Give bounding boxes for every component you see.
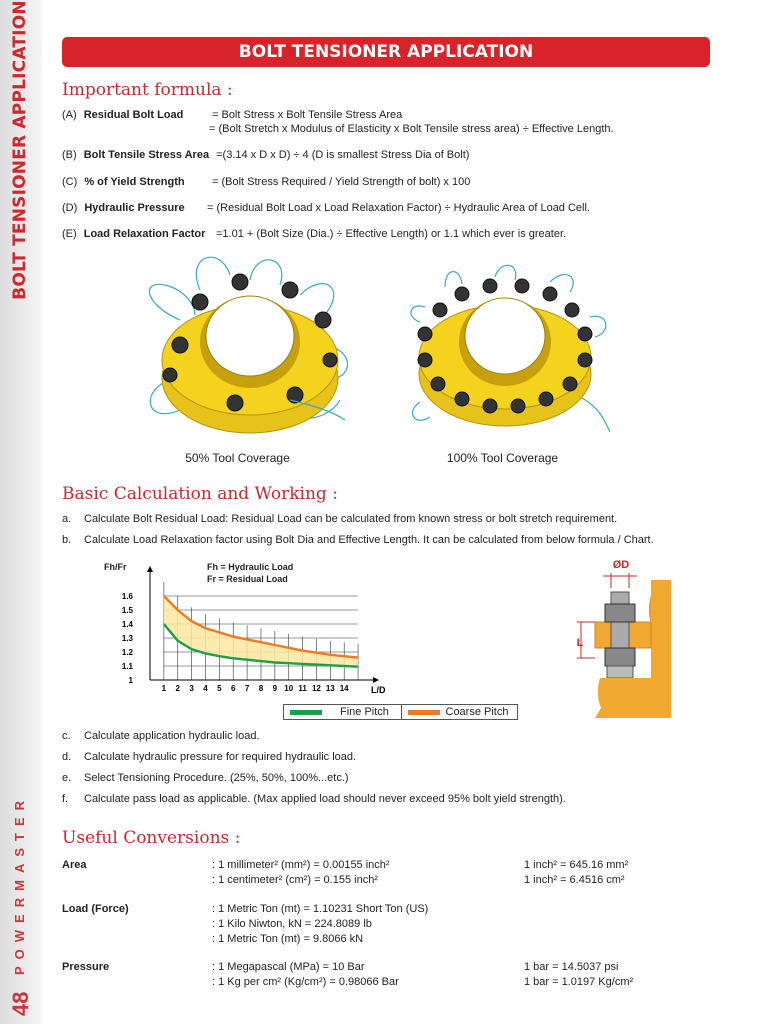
conv-line-right: 1 bar = 1.0197 Kg/cm² xyxy=(524,976,634,988)
step-letter: e. xyxy=(62,772,72,784)
page-number: 48 xyxy=(8,991,33,1016)
conversions-heading: Useful Conversions : xyxy=(62,828,241,848)
chart-definition-fh: Fh = Hydraulic Load xyxy=(207,562,294,572)
y-tick-label: 1.6 xyxy=(121,592,133,601)
x-tick-label: 4 xyxy=(203,684,208,693)
flange-100-coverage-illustration xyxy=(400,262,615,447)
legend-swatch xyxy=(408,710,440,715)
conv-line: : 1 Kilo Niwton, kN = 224.8089 lb xyxy=(212,918,372,930)
chart-legend xyxy=(283,704,518,720)
conv-line: : 1 Megapascal (MPa) = 10 Bar xyxy=(212,961,365,973)
step-text: Calculate pass load as applicable. (Max applied load should never exceed 95% bolt yield strength). xyxy=(84,793,566,805)
formula-letter: (A) xyxy=(62,109,77,121)
page-title: BOLT TENSIONER APPLICATION xyxy=(62,37,710,67)
y-tick-label: 1 xyxy=(128,676,133,685)
legend-swatch xyxy=(290,710,322,715)
y-tick-label: 1.1 xyxy=(121,662,133,671)
step-text: Select Tensioning Procedure. (25%, 50%, 100%...etc.) xyxy=(84,772,349,784)
y-tick-label: 1.2 xyxy=(121,648,133,657)
formula-d-expr: = (Residual Bolt Load x Load Relaxation Factor) ÷ Hydraulic Area of Load Cell. xyxy=(207,202,590,214)
step-letter: f. xyxy=(62,793,69,805)
x-tick-label: 5 xyxy=(217,684,222,693)
x-tick-label: 1 xyxy=(161,684,167,693)
conv-line: : 1 centimeter² (cm²) = 0.155 inch² xyxy=(212,874,378,886)
conv-label-area: Area xyxy=(62,859,87,871)
y-tick-label: 1.4 xyxy=(121,620,133,629)
formula-d xyxy=(62,202,185,214)
x-tick-label: 13 xyxy=(325,684,335,693)
y-tick-label: 1.5 xyxy=(121,606,133,615)
formula-term: Hydraulic Pressure xyxy=(84,202,185,214)
step-letter: c. xyxy=(62,730,71,742)
x-tick-label: 10 xyxy=(284,684,294,693)
load-relaxation-chart xyxy=(100,560,400,700)
step-b xyxy=(62,534,654,546)
side-brand: POWERMASTER xyxy=(12,794,27,975)
chart-xlabel: L/D xyxy=(371,685,386,695)
formula-a-line1: = Bolt Stress x Bolt Tensile Stress Area xyxy=(212,109,403,121)
formula-e xyxy=(62,228,205,240)
chart-ylabel: Fh/Fr xyxy=(104,562,127,572)
step-c xyxy=(62,730,260,742)
step-letter: a. xyxy=(62,513,72,525)
caption-100-coverage: 100% Tool Coverage xyxy=(446,451,559,465)
flange-50-coverage-illustration xyxy=(140,250,360,445)
chart-definition-fr: Fr = Residual Load xyxy=(207,574,288,584)
step-text: Calculate application hydraulic load. xyxy=(84,730,260,742)
side-title: BOLT TENSIONER APPLICATION xyxy=(10,0,30,300)
step-text: Calculate Load Relaxation factor using Bolt Dia and Effective Length. It can be calculated from below formula / Chart. xyxy=(84,534,654,546)
formula-e-expr: =1.01 + (Bolt Size (Dia.) ÷ Effective Length) or 1.1 which ever is greater. xyxy=(216,228,567,240)
conv-label-load: Load (Force) xyxy=(62,903,129,915)
step-text: Calculate Bolt Residual Load: Residual Load can be calculated from known stress or bolt stretch requirement. xyxy=(84,513,618,525)
calc-heading: Basic Calculation and Working : xyxy=(62,484,338,504)
x-axis-arrow xyxy=(373,677,379,683)
formula-a xyxy=(62,109,183,121)
x-tick-label: 11 xyxy=(298,684,307,693)
conv-line: : 1 millimeter² (mm²) = 0.00155 inch² xyxy=(212,859,390,871)
formula-c-expr: = (Bolt Stress Required / Yield Strength of bolt) x 100 xyxy=(212,176,471,188)
caption-50-coverage: 50% Tool Coverage xyxy=(185,451,290,465)
bolt-dia-label: ØD xyxy=(612,559,630,571)
formula-letter: (B) xyxy=(62,149,77,161)
step-d xyxy=(62,751,356,763)
x-tick-label: 12 xyxy=(311,684,321,693)
formula-term: Residual Bolt Load xyxy=(83,109,184,121)
formula-term: Bolt Tensile Stress Area xyxy=(83,149,210,161)
formula-expr: =(3.14 x D x D) ÷ 4 (D is smallest Stress Dia of Bolt) xyxy=(216,149,470,161)
formula-letter: (C) xyxy=(62,176,78,188)
bolt-length-label: L xyxy=(576,637,584,649)
formula-term: Load Relaxation Factor xyxy=(83,228,206,240)
conv-line-right: 1 inch² = 645.16 mm² xyxy=(524,859,629,871)
conv-line: : 1 Metric Ton (mt) = 9.8066 kN xyxy=(212,933,364,945)
legend-coarse-pitch xyxy=(401,705,518,719)
step-text: Calculate hydraulic pressure for required hydraulic load. xyxy=(84,751,357,763)
conv-line: : 1 Kg per cm² (Kg/cm²) = 0.98066 Bar xyxy=(212,976,399,988)
conv-line-right: 1 inch² = 6.4516 cm² xyxy=(524,874,625,886)
formula-letter: (E) xyxy=(62,228,77,240)
x-tick-label: 2 xyxy=(175,684,180,693)
x-tick-label: 7 xyxy=(244,684,250,693)
step-e xyxy=(62,772,349,784)
x-tick-label: 6 xyxy=(230,684,236,693)
y-axis-arrow xyxy=(147,566,153,572)
step-letter: d. xyxy=(62,751,72,763)
x-tick-label: 8 xyxy=(258,684,264,693)
y-tick-label: 1.3 xyxy=(121,634,133,643)
x-tick-label: 3 xyxy=(189,684,194,693)
formula-term: % of Yield Strength xyxy=(84,176,185,188)
formula-b xyxy=(62,149,469,161)
bolt-cross-section-figure xyxy=(565,558,675,718)
x-tick-label: 9 xyxy=(272,684,278,693)
formula-a-line2: = (Bolt Stretch x Modulus of Elasticity x Bolt Tensile stress area) ÷ Effective Length. xyxy=(209,123,614,135)
formula-c xyxy=(62,176,185,188)
conv-line: : 1 Metric Ton (mt) = 1.10231 Short Ton (US) xyxy=(212,903,429,915)
x-tick-label: 14 xyxy=(339,684,349,693)
step-letter: b. xyxy=(62,534,72,546)
legend-label: Coarse Pitch xyxy=(445,706,509,718)
step-a xyxy=(62,513,617,525)
formula-heading: Important formula : xyxy=(62,80,233,100)
legend-label: Fine Pitch xyxy=(340,706,389,718)
formula-letter: (D) xyxy=(62,202,78,214)
conv-label-pressure: Pressure xyxy=(62,961,110,973)
legend-fine-pitch xyxy=(284,705,401,719)
step-f xyxy=(62,793,566,805)
conv-line-right: 1 bar = 14.5037 psi xyxy=(524,961,619,973)
